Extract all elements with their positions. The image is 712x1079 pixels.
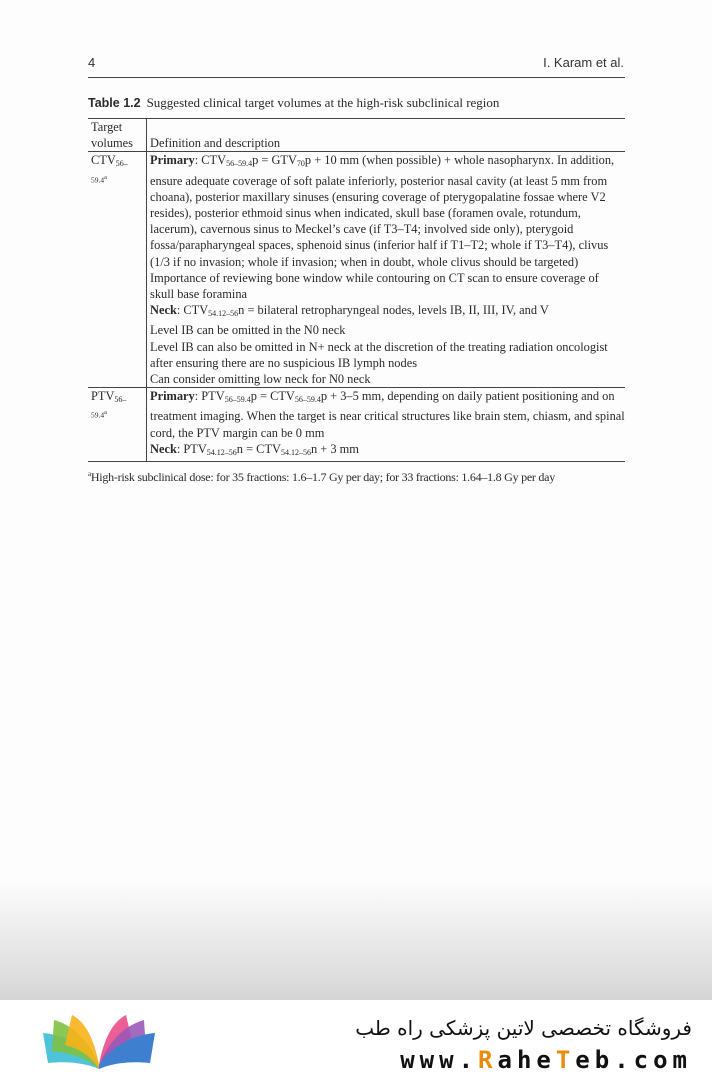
header-rule [88, 77, 625, 78]
ctv-level-ib-n0-paragraph: Level IB can be omitted in the N0 neck [150, 323, 346, 338]
ptv-neck-sub: 54.12–56 [206, 447, 237, 457]
ptv-neck-heading: Neck [150, 441, 177, 456]
table-header-row [88, 119, 625, 152]
url-letter-e2: e [575, 1046, 595, 1074]
url-letter-e: e [536, 1046, 556, 1074]
table-row-ctv [88, 152, 625, 388]
ctv-neck-run: n = bilateral retropharyngeal nodes, levels IB, II, III, IV, and V [238, 303, 549, 318]
ctv-footnote-marker: a [104, 173, 107, 181]
ctv-primary-heading: Primary [150, 153, 195, 168]
store-persian-title: فروشگاه تخصصی لاتین پزشکی راه طب [355, 1016, 692, 1040]
ctv-primary-paragraph [150, 152, 625, 269]
ptv-neck-run: n + 3 mm [310, 441, 359, 456]
ptv-subscript: 56– [114, 395, 127, 405]
ctv-primary-run: p + 10 mm (when possible) + whole nasopharynx. In addition, ensure adequate coverage of soft palate inferiorly, posterior nasal cavity (at least 5 mm from choana), posterior maxillary sinuses (ensuring coverage of pterygopalatine fossae where V2 resides), posterior ethmoid sinus when indicated, skull base (foramen ovale, rotundum, lacerum), cavernous sinus to Meckel’s cave (if T3–T4; involved side only), pterygoid fossa/parapharyngeal spaces, sphenoid sinus (inferior half if T1–T2; whole if T3–T4), clivus (1/3 if no invasion; whole if invasion; when in doubt, whole clivus should be targeted) [150, 153, 615, 269]
ptv-primary-sub: 56–59.4 [224, 395, 251, 405]
cell-ctv-label [88, 152, 147, 388]
url-letter-a: a [497, 1046, 517, 1074]
ptv-primary-heading: Primary [150, 389, 195, 404]
ctv-bone-window-paragraph: Importance of reviewing bone window while contouring on CT scan to ensure coverage of skull base foramina [150, 270, 599, 302]
col-header-definition [147, 119, 626, 152]
url-letter-h: h [516, 1046, 537, 1074]
url-prefix: www. [400, 1046, 479, 1074]
table-caption-text: Suggested clinical target volumes at the high-risk subclinical region [146, 95, 500, 110]
ptv-neck-paragraph [150, 441, 625, 461]
ctv-primary-sub: 70 [296, 159, 305, 169]
cell-ctv-description [147, 152, 626, 388]
ctv-neck-paragraph [150, 302, 625, 322]
ptv-neck-run: : PTV [176, 441, 207, 456]
footnote-text: High-risk subclinical dose: for 35 fractions: 1.6–1.7 Gy per day; for 33 fractions: 1.64–1.8 Gy per day [90, 470, 555, 484]
ctv-subscript: 56– [115, 159, 128, 169]
url-letter-r: R [478, 1046, 498, 1074]
ctv-level-ib-nplus-paragraph: Level IB can also be omitted in N+ neck at the discretion of the treating radiation oncologist after ensuring there are no suspicious IB lymph nodes [150, 339, 608, 370]
footnote-marker: a [88, 470, 91, 478]
ptv-neck-sub: 54.12–56 [280, 447, 311, 457]
ptv-primary-paragraph [150, 388, 625, 441]
ctv-neck-run: : CTV [176, 303, 209, 318]
ptv-label: PTV [91, 389, 115, 404]
store-banner [0, 1000, 712, 1079]
cell-ptv-label [88, 388, 147, 462]
open-book-logo-icon [40, 1015, 158, 1070]
target-volumes-table [88, 118, 625, 462]
table-caption [88, 95, 499, 111]
ctv-neck-heading: Neck [150, 303, 177, 318]
ptv-subscript-2: 59.4 [91, 410, 105, 420]
ptv-primary-sub: 56–59.4 [294, 395, 321, 405]
page-bottom-shadow [0, 880, 712, 1000]
ptv-footnote-marker: a [104, 409, 107, 417]
table-caption-label: Table 1.2 [88, 96, 141, 110]
cell-ptv-description [147, 388, 626, 462]
url-suffix: .com [614, 1046, 692, 1074]
ptv-neck-run: n = CTV [236, 441, 281, 456]
ctv-primary-run: p = GTV [252, 153, 297, 168]
ctv-subscript-2: 59.4 [91, 175, 105, 185]
ptv-primary-run: p + 3–5 mm, depending on daily patient positioning and on treatment imaging. When the target is near critical structures like brain stem, chiasm, and spinal cord, the PTV margin can be 0 mm [150, 389, 625, 440]
url-letter-t: T [555, 1046, 576, 1074]
ctv-primary-run: : CTV [194, 153, 227, 168]
table-footnote [88, 470, 555, 485]
ctv-label: CTV [91, 153, 116, 168]
ctv-subscript-line2 [91, 173, 146, 186]
running-header-authors: I. Karam et al. [543, 55, 624, 70]
store-website-url[interactable] [400, 1046, 692, 1074]
table-row-ptv [88, 388, 625, 462]
url-letter-b: b [594, 1046, 615, 1074]
ptv-subscript-line2 [91, 408, 146, 421]
col-header-target-volumes-line2: volumes [91, 136, 133, 151]
page-number: 4 [88, 55, 96, 70]
col-header-target-volumes [88, 119, 147, 152]
ctv-neck-sub: 54.12–56 [208, 309, 239, 319]
col-header-target-volumes-line1: Target [91, 120, 123, 134]
col-header-definition-text: Definition and description [150, 136, 281, 151]
ctv-low-neck-paragraph: Can consider omitting low neck for N0 neck [150, 372, 371, 387]
ptv-primary-run: : PTV [194, 389, 225, 404]
ctv-primary-sub: 56–59.4 [226, 159, 253, 169]
ptv-primary-run: p = CTV [250, 389, 295, 404]
